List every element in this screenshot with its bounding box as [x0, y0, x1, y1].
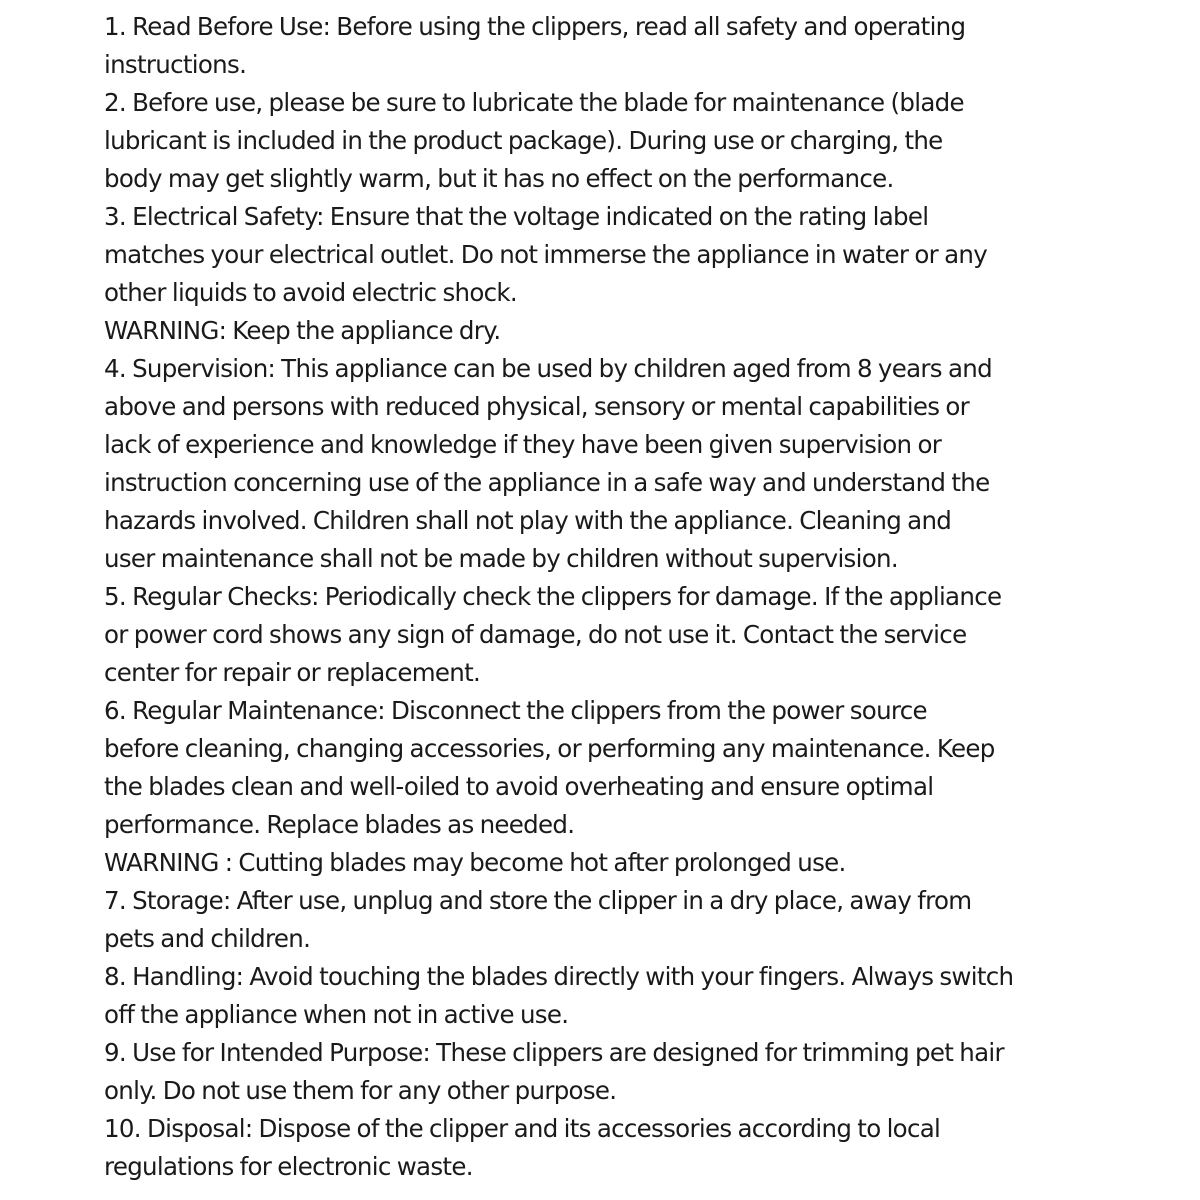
- item-9-line-1: 9. Use for Intended Purpose: These clippers are designed for trimming pet hair: [104, 1038, 1004, 1067]
- item-6-line-1: 6. Regular Maintenance: Disconnect the clippers from the power source: [104, 696, 927, 725]
- item-7-line-2: pets and children.: [104, 924, 311, 953]
- item-9-line-2: only. Do not use them for any other purpose.: [104, 1076, 617, 1105]
- item-10-line-1: 10. Disposal: Dispose of the clipper and its accessories according to local: [104, 1114, 941, 1143]
- item-7-line-1: 7. Storage: After use, unplug and store the clipper in a dry place, away from: [104, 886, 972, 915]
- item-1-line-1: 1. Read Before Use: Before using the clippers, read all safety and operating: [104, 12, 966, 41]
- item-4-line-2: above and persons with reduced physical, sensory or mental capabilities or: [104, 392, 970, 421]
- warning-dry-line: WARNING: Keep the appliance dry.: [104, 316, 501, 345]
- warning-hot-line: WARNING : Cutting blades may become hot after prolonged use.: [104, 848, 846, 877]
- item-5-line-1: 5. Regular Checks: Periodically check the clippers for damage. If the appliance: [104, 582, 1002, 611]
- item-1-line-2: instructions.: [104, 50, 247, 79]
- item-6-line-3: the blades clean and well-oiled to avoid overheating and ensure optimal: [104, 772, 934, 801]
- item-2-line-2: lubricant is included in the product package). During use or charging, the: [104, 126, 943, 155]
- item-6-line-2: before cleaning, changing accessories, or performing any maintenance. Keep: [104, 734, 995, 763]
- item-3-line-3: other liquids to avoid electric shock.: [104, 278, 517, 307]
- item-6-line-4: performance. Replace blades as needed.: [104, 810, 575, 839]
- item-8-line-2: off the appliance when not in active use.: [104, 1000, 569, 1029]
- item-4-line-6: user maintenance shall not be made by children without supervision.: [104, 544, 898, 573]
- item-4-line-4: instruction concerning use of the appliance in a safe way and understand the: [104, 468, 990, 497]
- item-3-line-1: 3. Electrical Safety: Ensure that the voltage indicated on the rating label: [104, 202, 929, 231]
- item-2-line-1: 2. Before use, please be sure to lubricate the blade for maintenance (blade: [104, 88, 964, 117]
- item-5-line-2: or power cord shows any sign of damage, do not use it. Contact the service: [104, 620, 967, 649]
- item-4-line-5: hazards involved. Children shall not play with the appliance. Cleaning and: [104, 506, 952, 535]
- item-3-line-2: matches your electrical outlet. Do not immerse the appliance in water or any: [104, 240, 988, 269]
- item-4-line-3: lack of experience and knowledge if they have been given supervision or: [104, 430, 942, 459]
- item-2-line-3: body may get slightly warm, but it has no effect on the performance.: [104, 164, 894, 193]
- item-5-line-3: center for repair or replacement.: [104, 658, 481, 687]
- item-8-line-1: 8. Handling: Avoid touching the blades directly with your fingers. Always switch: [104, 962, 1014, 991]
- item-10-line-2: regulations for electronic waste.: [104, 1152, 473, 1181]
- item-4-line-1: 4. Supervision: This appliance can be used by children aged from 8 years and: [104, 354, 992, 383]
- safety-instructions: [104, 8, 1124, 1186]
